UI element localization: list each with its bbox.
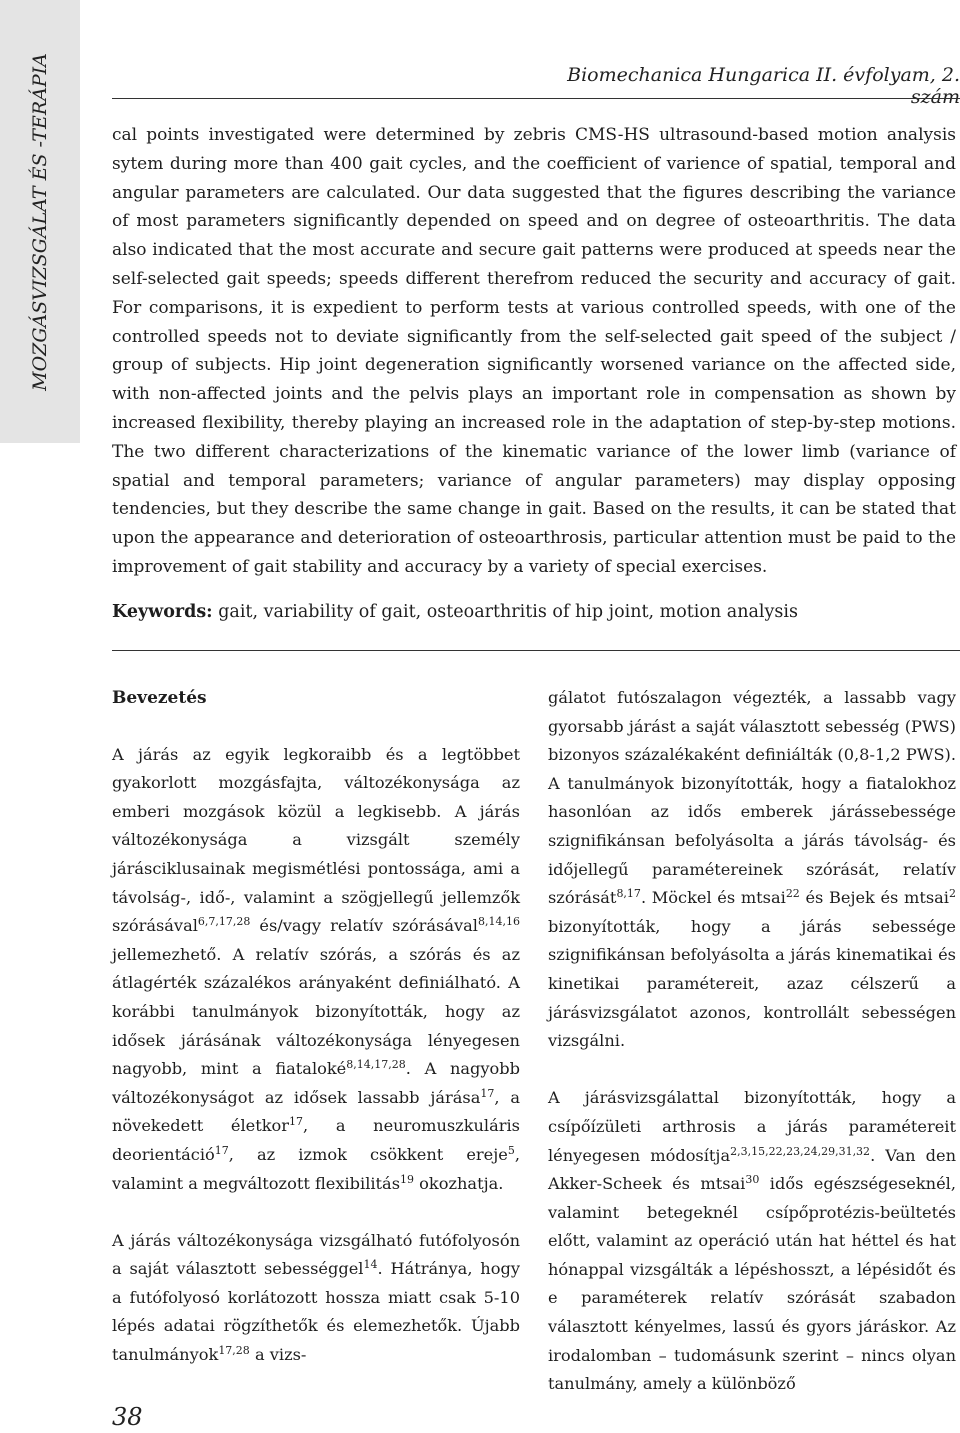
section-side-tab	[0, 0, 80, 443]
citation-ref: 19	[400, 1172, 415, 1186]
page-number: 38	[112, 1403, 143, 1431]
citation-ref: 17	[289, 1115, 304, 1129]
text-run: , az izmok csökkent ereje	[228, 1144, 508, 1164]
keywords-line	[112, 598, 956, 626]
text-run: idős egészségeseknél, valamint betegeknél csípőprotézis-beültetés előtt, valamint az operáció után hat héttel és hat hónappal vizsgálták a lépéshosszt, a lépésidőt és e paraméterek relatív szórását szabadon választott kényelmes, lassú és gyors járáskor. Az irodalomban – tudomásunk szerint – nincs olyan tanulmány, amely a különböző	[548, 1174, 956, 1394]
left-column	[112, 684, 520, 1370]
paragraph-gap	[548, 1056, 956, 1085]
citation-ref: 8,14,16	[478, 915, 520, 929]
citation-ref: 30	[745, 1173, 760, 1187]
text-run: . Hátránya, hogy a futófolyosó korlátozott hossza miatt csak 5-10 lépés adatai rögzíthetők és elemezhetők. Újabb tanulmányok	[112, 1259, 520, 1365]
text-run: A járásvizsgálattal bizonyították, hogy a csípőízületi arthrosis a járás paramétereit lényegesen módosítja	[548, 1088, 956, 1165]
text-run: a vizs-	[249, 1345, 307, 1365]
paragraph	[112, 741, 520, 1199]
citation-ref: 22	[785, 887, 800, 901]
citation-ref: 8,17	[616, 887, 641, 901]
text-run: A járás az egyik legkoraibb és a legtöbbet gyakorlott mozgásfajta, változékonysága az emberi mozgások közül a legkisebb. A járás változékonysága a vizsgált személy járásciklusainak megismétlési pontossága, ami a távolság-, idő-, valamint a szögjellegű jellemzők szórásával	[112, 744, 520, 936]
running-header: Biomechanica Hungarica II. évfolyam, 2. szám	[567, 64, 960, 108]
citation-ref: 17	[480, 1086, 495, 1100]
paragraph	[548, 1084, 956, 1399]
text-run: . Möckel és mtsai	[640, 888, 786, 908]
citation-ref: 5	[507, 1143, 515, 1157]
text-run: A járás változékonysága vizsgálható futófolyosón a saját választott sebességgel	[112, 1230, 520, 1279]
right-column	[548, 684, 956, 1399]
keywords-text: gait, variability of gait, osteoarthritis of hip joint, motion analysis	[212, 602, 798, 622]
citation-ref: 17,28	[218, 1344, 250, 1358]
header-divider	[112, 98, 960, 99]
citation-ref: 2	[949, 887, 956, 901]
paragraph-gap	[112, 1198, 520, 1227]
abstract-text: cal points investigated were determined by zebris CMS-HS ultrasound-based motion analysis sytem during more than 400 gait cycles, and the coefficient of varience of spatial, temporal and angular parameters are calculated. Our data suggested that the figures describing the variance of most parameters significantly depended on speed and on degree of osteoarthritis. The data also indicated that the most accurate and secure gait patterns were produced at speeds near the self-selected gait speeds; speeds different therefrom reduced the security and accuracy of gait. For comparisons, it is expedient to perform tests at various controlled speeds, with one of the controlled speeds not to deviate significantly from the self-selected gait speed of the subject / group of subjects. Hip joint degeneration significantly worsened variance on the affected side, with non-affected joints and the pelvis plays an important role in compensation as shown by increased flexibility, thereby playing an increased role in the adaptation of step-by-step motions. The two different characterizations of the kinematic variance of the lower limb (variance of spatial and temporal parameters; variance of angular parameters) may display opposing tendencies, but they describe the same change in gait. Based on the results, it can be stated that upon the appearance and deterioration of osteoarthrosis, particular attention must be paid to the improvement of gait stability and accuracy by a variety of special exercises.	[112, 125, 956, 577]
citation-ref: 2,3,15,22,23,24,29,31,32	[730, 1144, 871, 1158]
text-run: . A nagyobb változékonyságot az idősek lassabb járása	[112, 1059, 520, 1107]
section-heading: Bevezetés	[112, 688, 207, 708]
paragraph	[548, 684, 956, 1056]
keywords-label: Keywords:	[112, 602, 213, 622]
citation-ref: 8,14,17,28	[346, 1058, 406, 1072]
section-side-tab-label: MOZGÁSVIZSGÁLAT ÉS -TERÁPIA	[29, 53, 51, 391]
text-run: , a növekedett életkor	[112, 1087, 520, 1136]
text-run: és/vagy relatív szórásával	[250, 916, 478, 936]
text-run: , a neuromuszkuláris deorientáció	[112, 1116, 520, 1164]
text-run: jellemezhető. A relatív szórás, a szórás és az átlagérték százalékos arányaként definiálható. A korábbi tanulmányok bizonyították, hogy az idősek járásának változékonysága lényegesen nagyobb, mint a fiataloké	[112, 944, 520, 1079]
citation-ref: 6,7,17,28	[197, 915, 251, 929]
citation-ref: 14	[363, 1258, 378, 1272]
paragraph	[112, 1227, 520, 1370]
citation-ref: 17	[214, 1143, 229, 1157]
section-divider	[112, 650, 960, 651]
text-run: , valamint a megváltozott flexibilitás	[112, 1144, 520, 1193]
text-run: . Van den Akker-Scheek és mtsai	[548, 1145, 956, 1194]
text-run: bizonyították, hogy a járás sebessége szignifikánsan befolyásolta a járás kinematikai és kinetikai paramétereit, azaz célszerű a járásvizsgálatot azonos, kontrollált sebességen vizsgálni.	[548, 916, 956, 1051]
text-run: gálatot futószalagon végezték, a lassabb vagy gyorsabb járást a saját választott sebesség (PWS) bizonyos százalékaként definiálták (0,8-1,2 PWS). A tanulmányok bizonyították, hogy a fiatalokhoz hasonlóan az idős emberek járássebessége szignifikánsan befolyásolta a járás távolság- és időjellegű paramétereinek szórását, relatív szórását	[548, 688, 956, 908]
text-run: okozhatja.	[414, 1173, 504, 1193]
text-run: és Bejek és mtsai	[799, 888, 949, 908]
